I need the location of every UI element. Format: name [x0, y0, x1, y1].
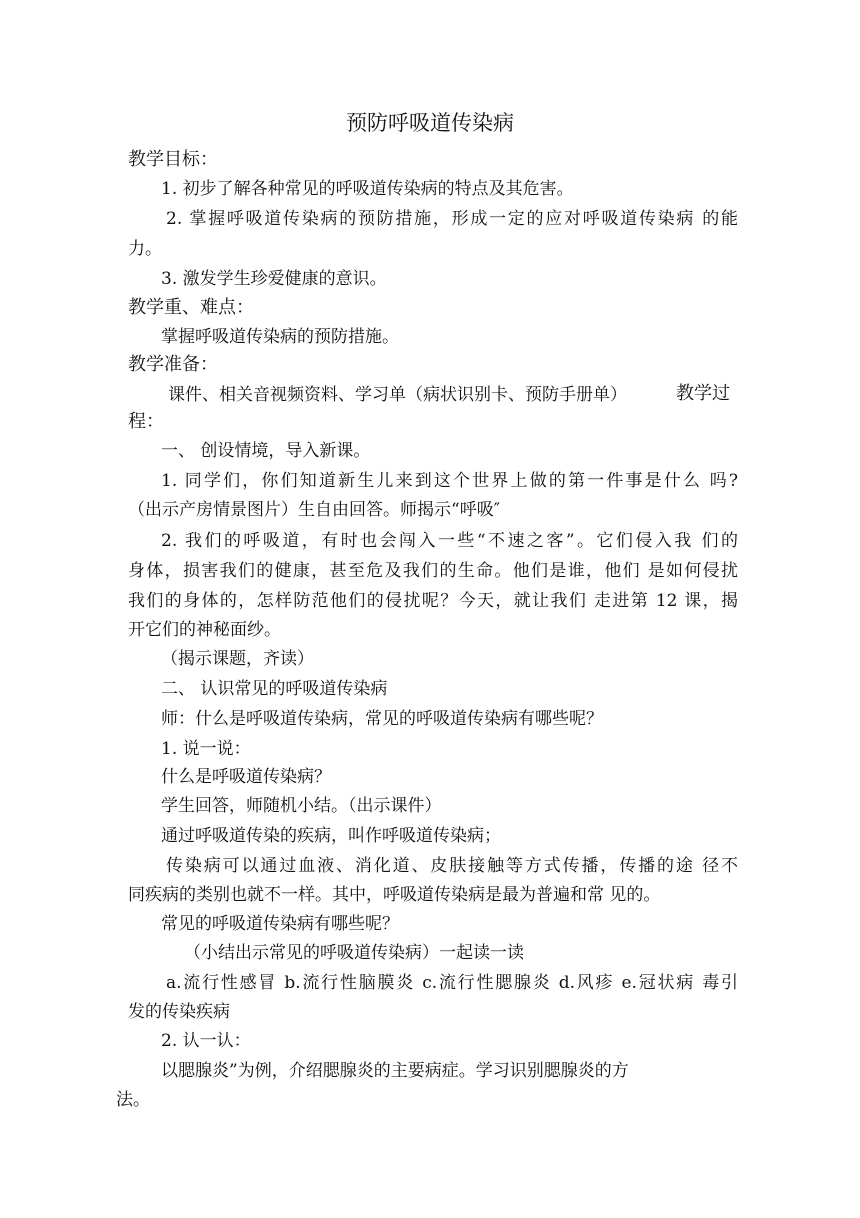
- key-points-text: 掌握呼吸道传染病的预防措施。: [161, 327, 399, 347]
- transmission-line-2: 同疾病的类别也就不一样。其中，呼吸道传染病是最为普遍和常 见的。: [128, 885, 661, 905]
- part-2-heading: 二、 认识常见的呼吸道传染病: [161, 679, 388, 699]
- transmission-line-1: 传染病可以通过血液、消化道、皮肤接触等方式传播，传播的途 径不: [166, 856, 738, 876]
- paragraph-1-line-2: （出示产房情景图片）生自由回答。师揭示“呼吸″: [128, 500, 501, 520]
- summary-read-aloud: （小结出示常见的呼吸道传染病）一起读一读: [184, 943, 524, 963]
- disease-list-line-1: a.流行性感冒 b.流行性脑膜炎 c.流行性腮腺炎 d.风疹 e.冠状病 毒引: [166, 973, 738, 993]
- mumps-line-1: 以腮腺炎”为例，介绍腮腺炎的主要病症。学习识别腮腺炎的方: [161, 1061, 629, 1081]
- key-points-heading: 教学重、难点：: [128, 297, 254, 318]
- paragraph-2-line-3: 我们的身体的，怎样防范他们的侵扰呢？今天，就让我们 走进第 12 课，揭: [128, 591, 738, 611]
- paragraph-1-line-1: 1. 同学们，你们知道新生儿来到这个世界上做的第一件事是什么 吗?: [161, 471, 738, 491]
- step-1-answer: 学生回答，师随机小结。（出示课件）: [161, 796, 442, 816]
- teaching-goals-heading: 教学目标：: [128, 149, 218, 170]
- goal-1: 1. 初步了解各种常见的呼吸道传染病的特点及其危害。: [161, 179, 574, 199]
- step-1-heading: 1. 说一说：: [161, 739, 251, 759]
- step-2-heading: 2. 认一认：: [161, 1031, 251, 1051]
- paragraph-2-line-4: 开它们的神秘面纱。: [128, 620, 281, 640]
- goal-2-line-2: 力。: [128, 239, 162, 259]
- goal-3: 3. 激发学生珍爱健康的意识。: [161, 269, 387, 289]
- mumps-line-2: 法。: [116, 1090, 150, 1110]
- paragraph-2-line-2: 身体，损害我们的健康，甚至危及我们的生命。他们是谁，他们 是如何侵扰: [128, 561, 738, 581]
- goal-2-line-1: 2. 掌握呼吸道传染病的预防措施，形成一定的应对呼吸道传染病 的能: [166, 209, 738, 229]
- process-heading-part-2: 程：: [128, 411, 164, 432]
- process-heading-part-1: 教学过: [676, 383, 730, 404]
- preparation-text: 课件、相关音视频资料、学习单（病状识别卡、预防手册单）: [168, 385, 627, 405]
- common-diseases-question: 常见的呼吸道传染病有哪些呢？: [161, 914, 399, 934]
- preparation-heading: 教学准备：: [128, 354, 218, 375]
- step-1-question: 什么是呼吸道传染病？: [161, 767, 331, 787]
- part-1-heading: 一、 创设情境，导入新课。: [161, 441, 371, 461]
- paragraph-2-line-1: 2. 我们的呼吸道，有时也会闯入一些“不速之客”。它们侵入我 们的: [161, 531, 738, 551]
- definition-text: 通过呼吸道传染的疾病，叫作呼吸道传染病；: [161, 826, 501, 846]
- document-title: 预防呼吸道传染病: [346, 111, 514, 135]
- teacher-question: 师：什么是呼吸道传染病，常见的呼吸道传染病有哪些呢？: [161, 709, 603, 729]
- disease-list-line-2: 发的传染疾病: [128, 1002, 230, 1022]
- paragraph-2-line-5: （揭示课题，齐读）: [161, 649, 314, 669]
